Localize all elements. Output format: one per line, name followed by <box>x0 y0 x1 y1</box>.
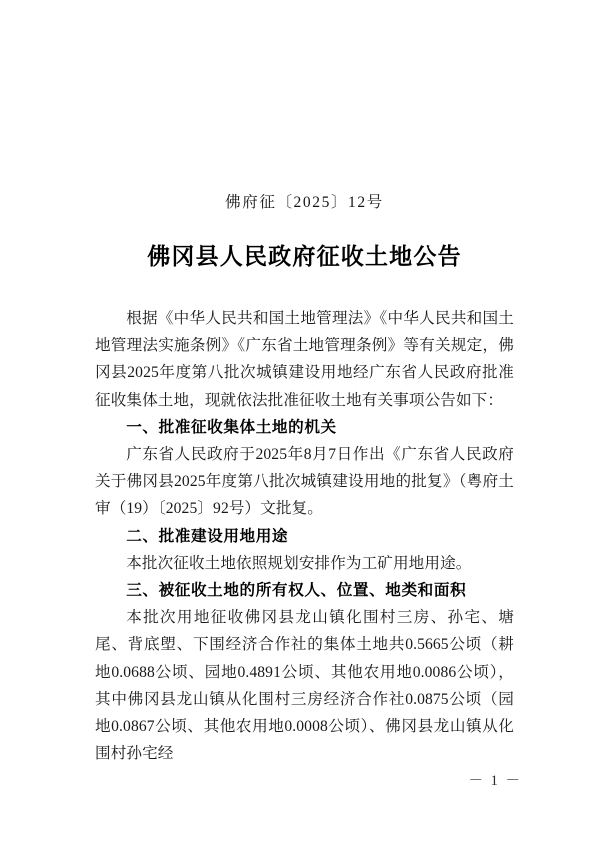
intro-paragraph: 根据《中华人民共和国土地管理法》《中华人民共和国土地管理法实施条例》《广东省土地管理条例》等有关规定，佛冈县2025年度第八批次城镇建设用地经广东省人民政府批准征收集体土地，现就依法批准征收土地有关事项公告如下： <box>95 310 514 409</box>
page-number: － 1 － <box>468 773 522 789</box>
document-number: 佛府征〔2025〕12号 <box>225 194 384 211</box>
document-body <box>95 305 514 767</box>
section-heading-one: 一、批准征收集体土地的机关 <box>126 418 337 436</box>
section-heading-two: 二、批准建设用地用途 <box>126 527 289 545</box>
section-heading-three: 三、被征收土地的所有权人、位置、地类和面积 <box>126 582 467 600</box>
page-title: 佛冈县人民政府征收土地公告 <box>147 243 462 269</box>
section-two-body: 本批次征收土地依照规划安排作为工矿用地用途。 <box>126 554 472 572</box>
section-three-body: 本批次用地征收佛冈县龙山镇化围村三房、孙宅、塘尾、背底塱、下围经济合作社的集体土地共0.5665公顷（耕地0.0688公顷、园地0.4891公顷、其他农用地0.0086公顷），其中佛冈县龙山镇从化围村三房经济合作社0.0875公顷（园地0.0867公顷、其他农用地0.0008公顷）、佛冈县龙山镇从化围村孙宅经 <box>95 609 514 763</box>
section-one-body: 广东省人民政府于2025年8月7日作出《广东省人民政府关于佛冈县2025年度第八批次城镇建设用地的批复》（粤府土审（19）〔2025〕92号）文批复。 <box>95 446 514 518</box>
